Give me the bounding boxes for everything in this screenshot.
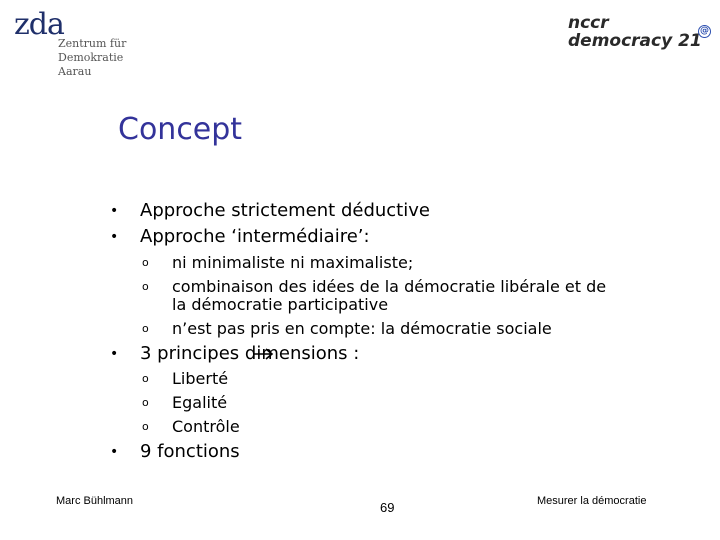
circle-bullet-icon: o [142, 280, 149, 293]
nccr-logo-top: nccr [568, 13, 609, 33]
zda-logo-mark: zda [14, 7, 64, 42]
footer-author: Marc Bühlmann [56, 495, 134, 507]
page-number: 69 [380, 500, 395, 515]
arrow-right-icon [252, 346, 276, 362]
zda-logo-text: Zentrum für Demokratie Aarau [58, 37, 127, 78]
at-icon: @ [700, 26, 709, 36]
bullet-icon: • [110, 229, 119, 245]
slide-title: Concept [118, 112, 243, 147]
footer-topic: Mesurer la démocratie [537, 495, 647, 507]
circle-bullet-icon: o [142, 372, 149, 385]
bullet-icon: • [110, 346, 119, 362]
circle-bullet-icon: o [142, 396, 149, 409]
bullet-icon: • [110, 203, 119, 219]
zda-logo [14, 7, 134, 80]
circle-bullet-icon: o [142, 256, 149, 269]
circle-bullet-icon: o [142, 322, 149, 335]
bullet-icon: • [110, 444, 119, 460]
circle-bullet-icon: o [142, 420, 149, 433]
nccr-logo-bottom: democracy 21 [568, 31, 702, 51]
nccr-logo [568, 14, 718, 54]
